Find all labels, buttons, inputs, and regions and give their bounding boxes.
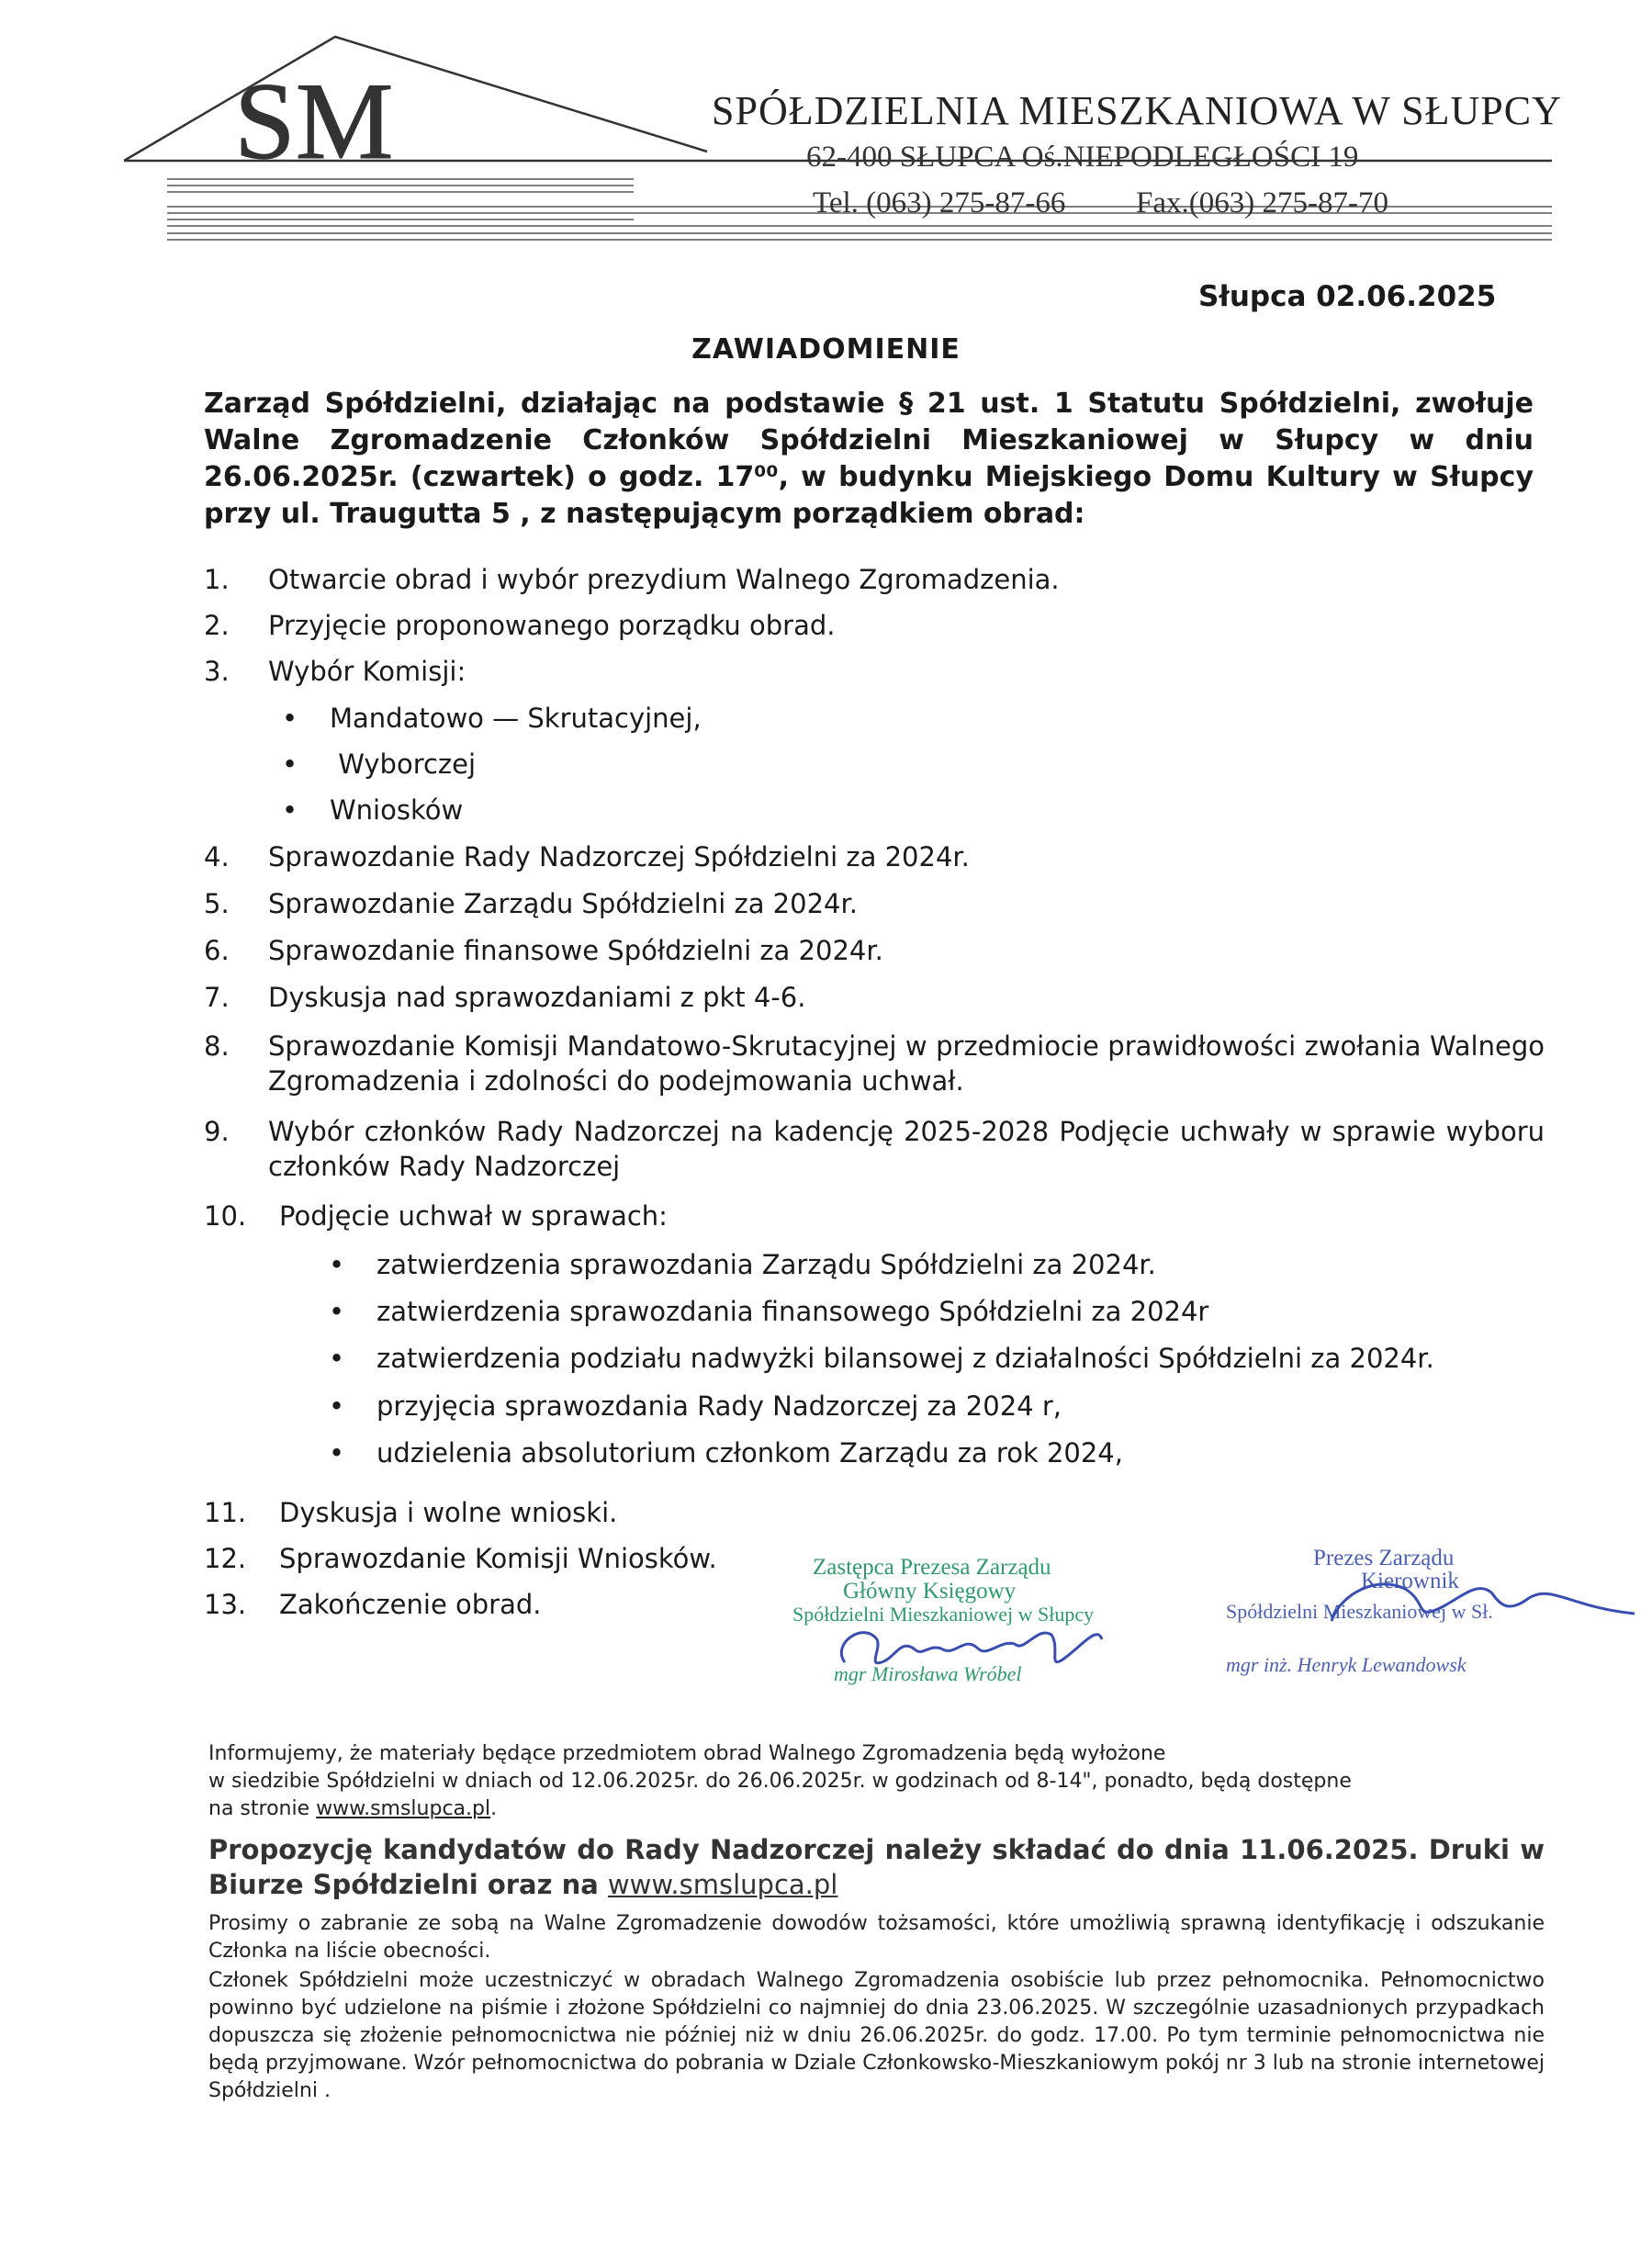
- agenda-item-text: Dyskusja nad sprawozdaniami z pkt 4-6.: [268, 982, 806, 1013]
- footer-info-line3-end: .: [490, 1797, 498, 1820]
- stamp-left-line1: Zastępca Prezesa Zarządu: [813, 1555, 1051, 1580]
- agenda-item-number: 9.: [204, 1116, 230, 1147]
- agenda-item-number: 8.: [204, 1030, 230, 1062]
- bullet-icon: •: [282, 794, 298, 826]
- bullet-icon: •: [282, 748, 298, 780]
- agenda-item-text: Dyskusja i wolne wnioski.: [279, 1497, 618, 1528]
- footer-info-line3-text: na stronie: [208, 1797, 317, 1820]
- stamp-right-line3: Spółdzielni Mieszkaniowej w Sł.: [1226, 1600, 1493, 1623]
- agenda-item-text: Sprawozdanie Komisji Wniosków.: [279, 1543, 717, 1574]
- signature-right: [1276, 1557, 1644, 1639]
- stamp-right-name: mgr inż. Henryk Lewandowsk: [1226, 1653, 1467, 1676]
- candidates-notice: [208, 1832, 1545, 1902]
- commission-item-text: Mandatowo — Skrutacyjnej,: [330, 703, 702, 734]
- resolution-item-text: zatwierdzenia sprawozdania finansowego Spółdzielni za 2024r: [376, 1296, 1209, 1327]
- agenda-item-number: 2.: [204, 610, 230, 641]
- resolution-item: [329, 1435, 1123, 1470]
- bullet-icon: •: [329, 1296, 345, 1327]
- agenda-item-text: Przyjęcie proponowanego porządku obrad.: [268, 610, 836, 641]
- resolution-item-text: udzielenia absolutorium członkom Zarządu za rok 2024,: [376, 1437, 1123, 1469]
- bullet-icon: •: [329, 1390, 345, 1422]
- agenda-item-number: 11.: [204, 1497, 247, 1528]
- resolution-item: [329, 1341, 1434, 1376]
- footer-info-line1: Informujemy, że materiały będące przedmiotem obrad Walnego Zgromadzenia będą wyłożone: [208, 1742, 1166, 1765]
- agenda-item-number: 4.: [204, 841, 230, 872]
- document-title: ZAWIADOMIENIE: [691, 333, 961, 366]
- resolution-item: [329, 1294, 1208, 1329]
- commission-item: [282, 701, 702, 736]
- resolution-item: [329, 1247, 1156, 1282]
- agenda-item-text: Sprawozdanie Rady Nadzorczej Spółdzielni za 2024r.: [268, 841, 970, 872]
- commission-item: [282, 747, 476, 782]
- agenda-item-number: 7.: [204, 982, 230, 1013]
- bullet-icon: •: [329, 1343, 345, 1374]
- agenda-item-number: 13.: [204, 1589, 247, 1620]
- agenda-item-number: 3.: [204, 656, 230, 687]
- footer-info-line3: [208, 1795, 1545, 1823]
- footer-info-line2: w siedzibie Spółdzielni w dniach od 12.06.2025r. do 26.06.2025r. w godzinach od 8-14", ponadto, będą dostępne: [208, 1770, 1352, 1793]
- website-link-1[interactable]: www.smslupca.pl: [316, 1797, 491, 1820]
- logo-letters: SM: [234, 60, 394, 182]
- stamp-right-line2: Kierownik: [1361, 1569, 1459, 1593]
- stamp-left-line2: Główny Księgowy: [843, 1579, 1017, 1604]
- agenda-item-text: Podjęcie uchwał w sprawach:: [279, 1200, 668, 1232]
- stamp-left-name: mgr Mirosława Wróbel: [834, 1662, 1022, 1685]
- stamp-right-line1: Prezes Zarządu: [1313, 1546, 1455, 1570]
- agenda-item-text: Wybór Komisji:: [268, 656, 466, 687]
- org-phone: Tel. (063) 275-87-66: [813, 186, 1066, 219]
- org-fax: Fax.(063) 275-87-70: [1136, 186, 1388, 219]
- commission-item-text: Wyborczej: [330, 748, 477, 780]
- candidates-notice-text: Propozycję kandydatów do Rady Nadzorczej należy składać do dnia 11.06.2025. Druki w Biurze Spółdzielni oraz na: [208, 1834, 1545, 1900]
- agenda-item-text: Wybór członków Rady Nadzorczej na kadencję 2025-2028 Podjęcie uchwały w sprawie wyboru członków Rady Nadzorczej: [268, 1116, 1545, 1182]
- bullet-icon: •: [282, 703, 298, 734]
- intro-paragraph: Zarząd Spółdzielni, działając na podstawie § 21 ust. 1 Statutu Spółdzielni, zwołuje Walne Zgromadzenie Członków Spółdzielni Mieszkaniowej w Słupcy w dniu 26.06.2025r. (czwartek) o godz. 17⁰⁰, w budynku Miejskiego Domu Kultury w Słupcy przy ul. Traugutta 5 , z następującym porządkiem obrad:: [204, 388, 1534, 530]
- agenda-item-number: 1.: [204, 564, 230, 595]
- id-documents-notice: Prosimy o zabranie ze sobą na Walne Zgromadzenie dowodów tożsamości, które umożliwią sprawną identyfikację i odszukanie Członka na liście obecności.: [208, 1912, 1545, 1963]
- stamp-left-line3: Spółdzielni Mieszkaniowej w Słupcy: [792, 1603, 1095, 1626]
- bullet-icon: •: [329, 1249, 345, 1280]
- resolution-item: [329, 1389, 1062, 1424]
- proxy-notice: Członek Spółdzielni może uczestniczyć w obradach Walnego Zgromadzenia osobiście lub przez pełnomocnika. Pełnomocnictwo powinno być udzielone na piśmie i złożone Spółdzielni co najmniej do dnia 23.06.2025. W szczególnie uzasadnionych przypadkach dopuszcza się złożenie pełnomocnictwa nie później niż w dniu 26.06.2025r. do godz. 17.00. Po tym terminie pełnomocnictwa nie będą przyjmowane. Wzór pełnomocnictwa do pobrania w Dziale Członkowsko-Mieszkaniowym pokój nr 3 lub na stronie internetowej Spółdzielni .: [208, 1969, 1545, 2102]
- org-name: SPÓŁDZIELNIA MIESZKANIOWA W SŁUPCY: [712, 88, 1562, 133]
- website-link-2[interactable]: www.smslupca.pl: [607, 1869, 838, 1900]
- document-date: Słupca 02.06.2025: [1198, 280, 1497, 313]
- resolution-item-text: przyjęcia sprawozdania Rady Nadzorczej za 2024 r,: [376, 1390, 1062, 1422]
- commission-item: [282, 793, 463, 827]
- agenda-item-text: Sprawozdanie Zarządu Spółdzielni za 2024r.: [268, 888, 858, 919]
- resolution-item-text: zatwierdzenia sprawozdania Zarządu Spółdzielni za 2024r.: [376, 1249, 1156, 1280]
- agenda-item-number: 5.: [204, 888, 230, 919]
- resolution-item-text: zatwierdzenia podziału nadwyżki bilansowej z działalności Spółdzielni za 2024r.: [376, 1343, 1434, 1374]
- bullet-icon: •: [329, 1437, 345, 1469]
- agenda-item-number: 12.: [204, 1543, 247, 1574]
- agenda-item-number: 10.: [204, 1200, 247, 1232]
- agenda-item-text: Zakończenie obrad.: [279, 1589, 542, 1620]
- agenda-item-text: Sprawozdanie finansowe Spółdzielni za 2024r.: [268, 935, 883, 966]
- agenda-item-text: Otwarcie obrad i wybór prezydium Walnego Zgromadzenia.: [268, 564, 1060, 595]
- org-address: 62-400 SŁUPCA Oś.NIEPODLEGŁOŚCI 19: [806, 141, 1359, 174]
- agenda-item-text: Sprawozdanie Komisji Mandatowo-Skrutacyjnej w przedmiocie prawidłowości zwołania Walnego Zgromadzenia i zdolności do podejmowania uchwał.: [268, 1030, 1545, 1097]
- commission-item-text: Wniosków: [330, 794, 464, 826]
- agenda-item-number: 6.: [204, 935, 230, 966]
